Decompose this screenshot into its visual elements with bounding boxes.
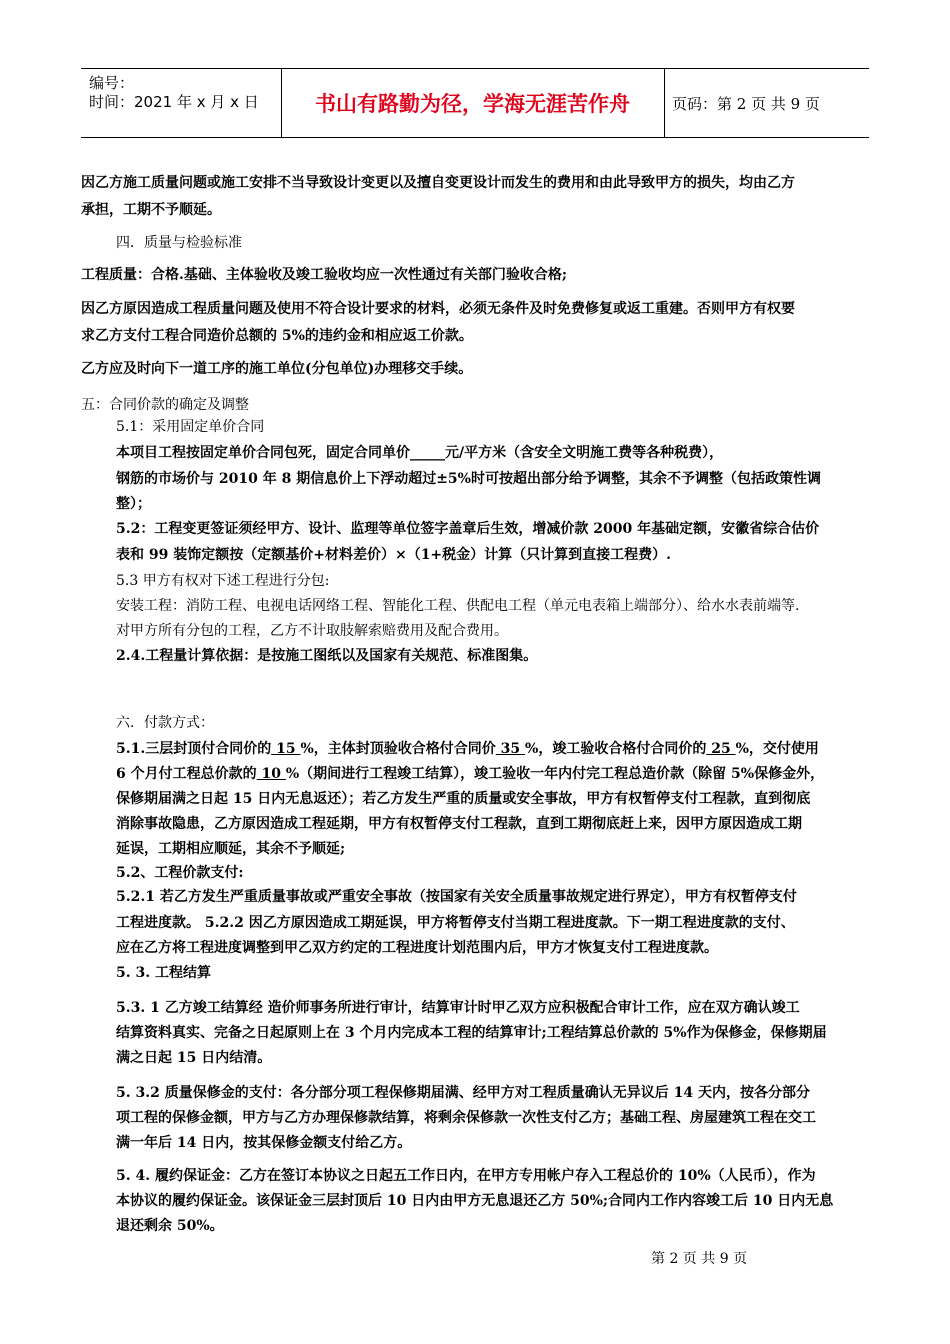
paragraph-text: 钢筋的市场价与 2010 年 8 期信息价上下浮动超过±5%时可按超出部分给予调整，其余不予调整（包括政策性调 — [116, 471, 821, 487]
header-page-info: 页码：第 2 页 共 9 页 — [672, 94, 820, 113]
subsection-heading: 5. 3. 工程结算 — [116, 965, 211, 981]
paragraph-text: 5.3. 1 乙方竣工结算经 造价师事务所进行审计，结算审计时甲乙双方应积极配合审计工作，应在双方确认竣工 — [116, 1000, 800, 1016]
paragraph-text: 5. 3.2 质量保修金的支付：各分部分项工程保修期届满、经甲方对工程质量确认无异议后 14 天内，按各分部分 — [116, 1085, 810, 1101]
paragraph-text: 项工程的保修金额，甲方与乙方办理保修款结算，将剩余保修款一次性支付乙方；基础工程、房屋建筑工程在交工 — [116, 1110, 816, 1126]
motto-text: 书山有路勤为径，学海无涯苦作舟 — [315, 92, 630, 116]
paragraph-text: 工程进度款。 5.2.2 因乙方原因造成工期延误，甲方将暂停支付当期工程进度款。下一期工程进度款的支付、 — [116, 915, 795, 931]
paragraph-text: 因乙方原因造成工程质量问题及使用不符合设计要求的材料，必须无条件及时免费修复或返工重建。否则甲方有权要 — [81, 301, 795, 317]
document-time: 时间：2021 年 x 月 x 日 — [89, 93, 259, 111]
payment-percent-value: 10 — [256, 766, 286, 782]
paragraph-text: 延误，工期相应顺延，其余不予顺延; — [116, 841, 346, 857]
paragraph-text: 保修期届满之日起 15 日内无息返还）；若乙方发生严重的质量或安全事故，甲方有权暂停支付工程款，直到彻底 — [116, 791, 811, 807]
paragraph-text: 5.2.1 若乙方发生严重质量事故或严重安全事故（按国家有关安全质量事故规定进行界定），甲方有权暂停支付 — [116, 889, 797, 905]
paragraph-text: 结算资料真实、完备之日起原则上在 3 个月内完成本工程的结算审计;工程结算总价款的 5%作为保修金，保修期届 — [116, 1025, 827, 1041]
paragraph-text: 消除事故隐患，乙方原因造成工程延期，甲方有权暂停支付工程款，直到工期彻底赶上来，因甲方原因造成工期 — [116, 816, 802, 832]
paragraph-text — [116, 736, 819, 762]
paragraph-text: 安装工程：消防工程、电视电话网络工程、智能化工程、供配电工程（单元电表箱上端部分）、给水水表前端等. — [116, 598, 800, 614]
text-run: %（期间进行工程竣工结算），竣工验收一年内付完工程总造价款（除留 5%保修金外， — [285, 766, 825, 782]
subsection-heading: 5.2、工程价款支付: — [116, 865, 244, 881]
text-run: %，竣工验收合格付合同价的 — [525, 741, 707, 757]
paragraph-text: 乙方应及时向下一道工序的施工单位(分包单位)办理移交手续。 — [81, 361, 473, 377]
paragraph-text — [116, 761, 824, 787]
section-heading: 四．质量与检验标准 — [116, 235, 242, 251]
paragraph-text: 承担，工期不予顺延。 — [81, 202, 221, 218]
text-run: 6 个月付工程总价款的 — [116, 766, 257, 782]
paragraph-text: 表和 99 装饰定额按（定额基价+材料差价）×（1+税金）计算（只计算到直接工程费）. — [116, 547, 672, 563]
page-header — [81, 68, 869, 138]
paragraph-text: 本项目工程按固定单价合同包死，固定合同单价_____元/平方米（含安全文明施工费等各种税费）， — [116, 445, 724, 461]
section-heading: 六．付款方式： — [116, 715, 214, 731]
page-footer: 第 2 页 共 9 页 — [651, 1251, 748, 1267]
paragraph-text: 满之日起 15 日内结清。 — [116, 1050, 272, 1066]
text-run: %，主体封顶验收合格付合同价 — [300, 741, 496, 757]
subsection-heading: 5.3 甲方有权对下述工程进行分包: — [116, 573, 330, 589]
paragraph-text: 本协议的履约保证金。该保证金三层封顶后 10 日内由甲方无息退还乙方 50%;合同内工作内容竣工后 10 日内无息 — [116, 1193, 834, 1209]
payment-percent-value: 25 — [706, 741, 736, 757]
payment-percent-value: 15 — [271, 741, 301, 757]
text-run: 5.1.三层封顶付合同价的 — [116, 741, 272, 757]
payment-percent-value: 35 — [495, 741, 526, 757]
paragraph-text: 退还剩余 50%。 — [116, 1218, 224, 1234]
paragraph-text: 5.2：工程变更签证须经甲方、设计、监理等单位签字盖章后生效，增减价款 2000 年基础定额，安徽省综合估价 — [116, 521, 820, 537]
paragraph-text: 求乙方支付工程合同造价总额的 5%的违约金和相应返工价款。 — [81, 328, 473, 344]
paragraph-text: 整）； — [116, 496, 151, 512]
paragraph-text: 2.4.工程量计算依据：是按施工图纸以及国家有关规范、标准图集。 — [116, 648, 538, 664]
paragraph-text: 5. 4. 履约保证金：乙方在签订本协议之日起五工作日内，在甲方专用帐户存入工程总价的 10%（人民币），作为 — [116, 1168, 816, 1184]
text-run: %，交付使用 — [735, 741, 819, 757]
paragraph-text: 满一年后 14 日内，按其保修金额支付给乙方。 — [116, 1135, 412, 1151]
document-number-label: 编号： — [89, 74, 135, 92]
header-motto — [281, 69, 664, 137]
paragraph-text: 对甲方所有分包的工程，乙方不计取肢解索赔费用及配合费用。 — [116, 623, 508, 639]
paragraph-text: 应在乙方将工程进度调整到甲乙双方约定的工程进度计划范围内后，甲方才恢复支付工程进度款。 — [116, 940, 718, 956]
header-meta — [81, 69, 281, 137]
subsection-heading: 5.1：采用固定单价合同 — [116, 419, 265, 435]
paragraph-text: 工程质量：合格.基础、主体验收及竣工验收均应一次性通过有关部门验收合格; — [81, 267, 568, 283]
section-heading: 五：合同价款的确定及调整 — [81, 397, 249, 413]
paragraph-text: 因乙方施工质量问题或施工安排不当导致设计变更以及擅自变更设计而发生的费用和由此导致甲方的损失，均由乙方 — [81, 175, 795, 191]
